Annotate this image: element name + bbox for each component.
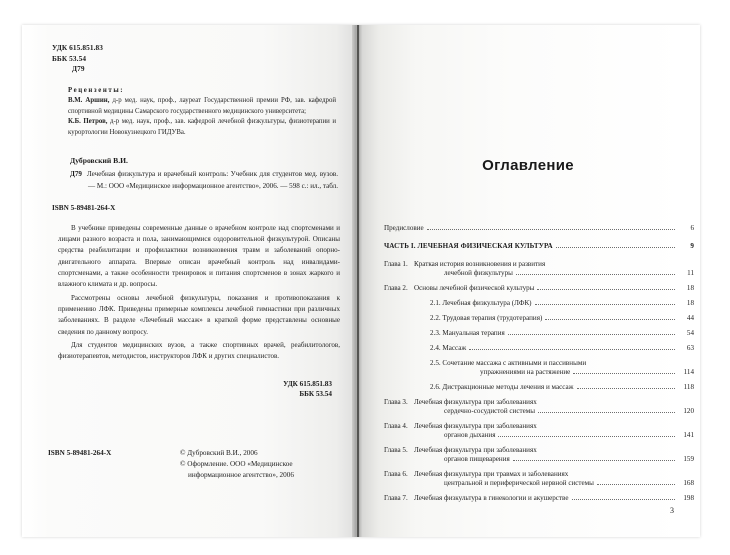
toc-page-number: 168	[683, 479, 694, 487]
toc-page-number: 141	[683, 431, 694, 439]
toc-entry-text: Предисловие	[384, 224, 424, 232]
table-of-contents	[384, 224, 694, 502]
toc-page-number: 44	[686, 314, 694, 322]
udk-code-repeat: УДК 615.851.83	[283, 379, 332, 388]
toc-line	[384, 422, 694, 430]
toc-page-number: 18	[686, 299, 694, 307]
author-mark: Д79	[72, 64, 85, 74]
toc-line	[384, 260, 694, 268]
toc-entry[interactable]	[384, 422, 694, 439]
annotation-paragraph: Для студентов медицинских вузов, а также спортивных врачей, реабилитологов, физиотерапевтов, методистов, инструкторов ЛФК и других специалистов.	[58, 341, 340, 361]
toc-entry-text: Лечебная физкультура при заболеваниях	[414, 398, 537, 406]
toc-leader-dots	[537, 284, 675, 290]
toc-page-number: 198	[683, 494, 694, 502]
toc-entry[interactable]	[384, 446, 694, 463]
toc-leader-dots	[516, 269, 675, 275]
reviewers-block	[68, 86, 336, 139]
toc-leader-dots	[573, 368, 675, 374]
toc-entry-text: упражнениями на растяжение	[480, 368, 571, 376]
toc-line	[384, 359, 694, 367]
copyright-line: © Дубровский В.И., 2006	[180, 448, 258, 457]
annotation-paragraph: Рассмотрены основы лечебной физкультуры, показания и противопоказания к применению ЛФК. Приведены примерные комплексы лечебной гимнастики при различных заболеваниях. В разделе «Лечебный массаж» в краткой форме представлены основные сведения по данному вопросу.	[58, 293, 340, 336]
bbk-code: ББК 53.54	[52, 53, 87, 63]
toc-page-number: 120	[683, 407, 694, 415]
toc-entry[interactable]	[384, 470, 694, 487]
toc-entry-text: органов пищеварения	[444, 455, 510, 463]
toc-entry[interactable]	[384, 284, 694, 292]
annotation-block	[58, 223, 340, 363]
toc-entry[interactable]	[384, 314, 694, 322]
toc-line	[384, 398, 694, 406]
toc-leader-dots	[513, 455, 675, 461]
page-title: Оглавление	[482, 157, 574, 174]
isbn-top: ISBN 5-89481-264-X	[52, 203, 116, 212]
toc-page-number: 63	[686, 344, 694, 352]
reviewer-text: д-р мед. наук, проф., лауреат Государственной премии РФ, зав. кафедрой спортивной медицины Самарского государственного медицинского университета;	[68, 97, 336, 115]
toc-entry[interactable]	[384, 224, 694, 232]
isbn-bottom: ISBN 5-89481-264-X	[48, 448, 112, 457]
toc-page-number: 18	[686, 284, 694, 292]
toc-page-number: 159	[683, 455, 694, 463]
toc-chapter-label: Глава 3.	[384, 398, 408, 406]
toc-leader-dots	[427, 224, 675, 230]
toc-page-number: 9	[690, 242, 694, 250]
toc-line	[384, 284, 694, 292]
toc-line	[384, 407, 694, 415]
imprint-footer	[48, 448, 340, 481]
toc-entry-text: 2.5. Сочетание массажа с активными и пассивными	[430, 359, 587, 367]
toc-chapter-label: Глава 5.	[384, 446, 408, 454]
toc-line	[384, 314, 694, 322]
toc-entry-text: Лечебная физкультура при заболеваниях	[414, 422, 537, 430]
toc-chapter-label: Глава 6.	[384, 470, 408, 478]
toc-line	[384, 446, 694, 454]
page-right-contents	[362, 25, 700, 537]
annotation-paragraph: В учебнике приведены современные данные о врачебном контроле над спортсменами и лицами разного возраста и пола, занимающимися оздоровительной физкультурой. Описаны средства реабилитации и профилактики возникновения травм и заболеваний опорно-двигательного аппарата. Впервые описан врачебный контроль над инвалидами-спортсменами, а также особенности тренировок и питания спортсменов в зонах жаркого и влажного климата и др. вопросы.	[58, 223, 340, 289]
toc-entry[interactable]	[384, 398, 694, 415]
toc-leader-dots	[508, 329, 675, 335]
toc-leader-dots	[535, 299, 675, 305]
toc-entry-text: 2.2. Трудовая терапия (трудотерапия)	[430, 314, 543, 322]
toc-entry-text: Лечебная физкультура при заболеваниях	[414, 446, 537, 454]
toc-entry-text: органов дыхания	[444, 431, 496, 439]
toc-line	[384, 431, 694, 439]
toc-page-number: 118	[683, 383, 694, 391]
toc-line	[384, 455, 694, 463]
book-title-block	[70, 155, 338, 191]
reviewers-heading: Рецензенты:	[68, 86, 125, 94]
toc-leader-dots	[597, 479, 675, 485]
copyright-line: © Оформление. ООО «Медицинское	[180, 459, 293, 468]
book-description-row	[70, 169, 338, 191]
classification-block	[52, 43, 340, 75]
toc-entry[interactable]	[384, 260, 694, 277]
toc-entry[interactable]	[384, 494, 694, 502]
toc-entry[interactable]	[384, 299, 694, 307]
toc-entry-text: 2.1. Лечебная физкультура (ЛФК)	[430, 299, 532, 307]
toc-line	[384, 329, 694, 337]
toc-page-number: 114	[683, 368, 694, 376]
toc-page-number: 6	[690, 224, 694, 232]
toc-leader-dots	[498, 431, 675, 437]
toc-leader-dots	[469, 344, 675, 350]
book-author: Дубровский В.И.	[70, 156, 128, 166]
bbk-code-repeat: ББК 53.54	[299, 390, 332, 399]
toc-chapter-label: Глава 4.	[384, 422, 408, 430]
toc-entry-text: сердечно-сосудистой системы	[444, 407, 535, 415]
toc-entry-text: ЧАСТЬ I. ЛЕЧЕБНАЯ ФИЗИЧЕСКАЯ КУЛЬТУРА	[384, 242, 553, 250]
toc-chapter-label: Глава 2.	[384, 284, 408, 292]
toc-entry-text: 2.6. Дистракционные методы лечения и массаж	[430, 383, 574, 391]
book-mark: Д79	[70, 170, 82, 179]
toc-line	[384, 470, 694, 478]
toc-line	[384, 242, 694, 250]
toc-leader-dots	[577, 383, 675, 389]
toc-leader-dots	[556, 242, 675, 248]
toc-entry[interactable]	[384, 359, 694, 376]
toc-entry[interactable]	[384, 344, 694, 352]
reviewer-name: К.Б. Петров,	[68, 118, 108, 126]
toc-page-number: 54	[686, 329, 694, 337]
copyright-line: информационное агентство», 2006	[188, 470, 294, 479]
toc-page-number: 11	[687, 269, 694, 277]
toc-entry[interactable]	[384, 383, 694, 391]
toc-line	[384, 299, 694, 307]
toc-entry-text: 2.3. Мануальная терапия	[430, 329, 505, 337]
reviewer-item	[68, 117, 336, 138]
book-description: Лечебная физкультура и врачебный контроль: Учебник для студентов мед. вузов. — М.: ООО «Медицинское информационное агентство», 2006. — 598 с.: ил., табл.	[86, 170, 339, 190]
toc-leader-dots	[572, 494, 676, 500]
copyright-block	[180, 448, 340, 481]
toc-chapter-label: Глава 7.	[384, 494, 408, 502]
page-number: 3	[670, 506, 674, 515]
toc-line	[384, 479, 694, 487]
toc-entry-text: 2.4. Массаж	[430, 344, 467, 352]
toc-line	[384, 224, 694, 232]
book-spread	[22, 25, 700, 537]
toc-entry[interactable]	[384, 242, 694, 250]
toc-chapter-label: Глава 1.	[384, 260, 408, 268]
reviewer-name: В.М. Аршин,	[68, 97, 110, 105]
classification-repeat-block	[48, 379, 340, 400]
toc-entry-text: Лечебная физкультура при травмах и заболеваниях	[414, 470, 569, 478]
toc-entry-text: лечебной физкультуры	[444, 269, 513, 277]
toc-entry-text: Основы лечебной физической культуры	[414, 284, 535, 292]
toc-leader-dots	[545, 314, 675, 320]
toc-line	[384, 383, 694, 391]
toc-line	[384, 344, 694, 352]
reviewer-text: д-р мед. наук, проф., зав. кафедрой лечебной физкультуры, физиотерапии и курортологии Новокузнецкого ГИДУВа.	[68, 118, 337, 136]
toc-entry[interactable]	[384, 329, 694, 337]
page-left-imprint	[22, 25, 356, 537]
toc-line	[384, 368, 694, 376]
book-spine-line	[357, 25, 359, 537]
toc-entry-text: Краткая история возникновения и развития	[414, 260, 546, 268]
toc-line	[384, 269, 694, 277]
toc-entry-text: центральной и периферической нервной системы	[444, 479, 594, 487]
udk-code: УДК 615.851.83	[52, 43, 103, 52]
reviewer-item	[68, 96, 336, 117]
toc-line	[384, 494, 694, 502]
toc-entry-text: Лечебная физкультура в гинекологии и акушерстве	[414, 494, 569, 502]
toc-leader-dots	[538, 407, 675, 413]
